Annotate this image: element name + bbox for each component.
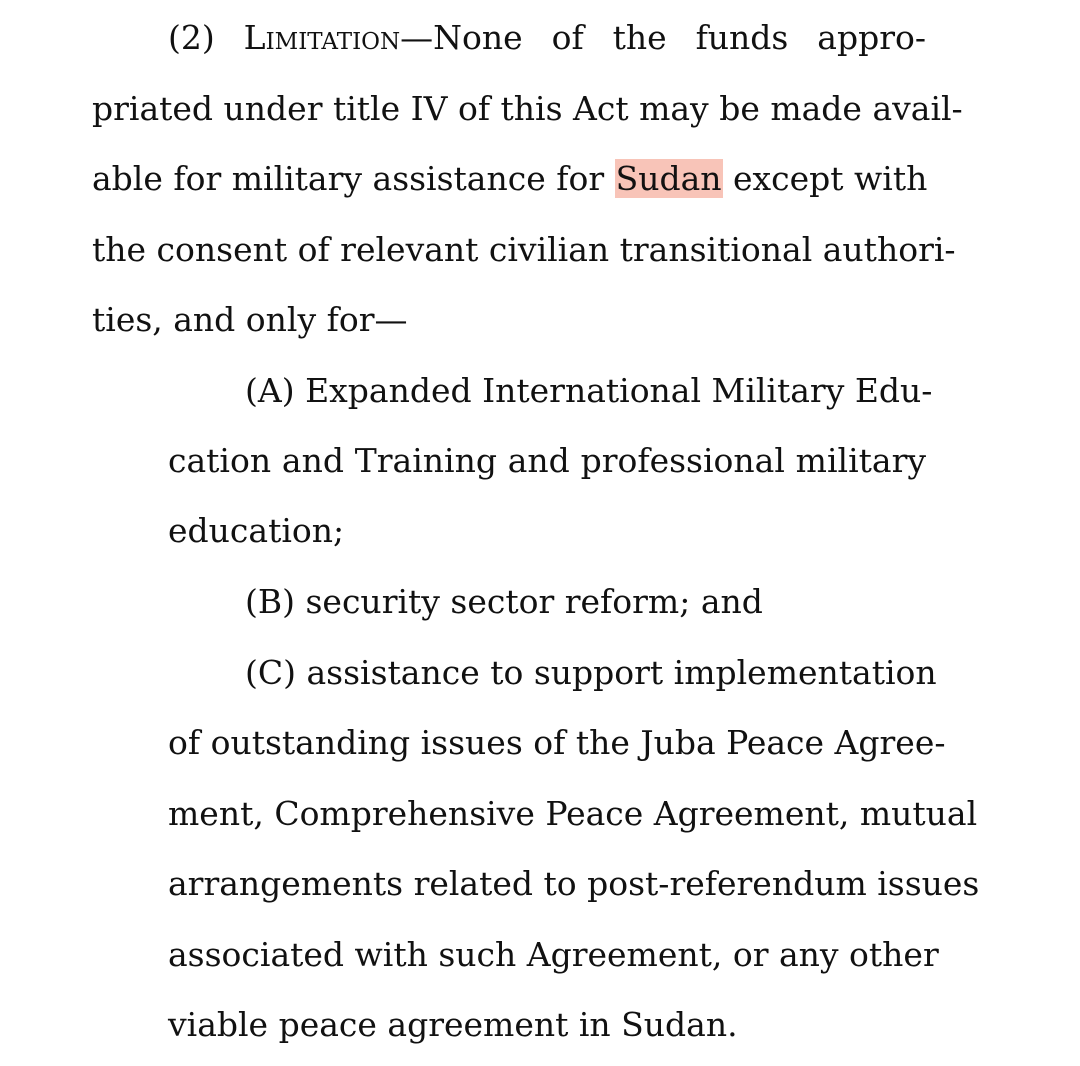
subparagraph-b-line-1: (B) security sector reform; and <box>245 582 763 621</box>
subparagraph-a-line-2: cation and Training and professional military <box>168 441 926 480</box>
paragraph-2-line-5: ties, and only for— <box>92 300 408 339</box>
paragraph-2-line-2: priated under title IV of this Act may be made avail- <box>92 89 963 128</box>
subparagraph-c-line-2: of outstanding issues of the Juba Peace Agree- <box>168 723 946 762</box>
subparagraph-c-line-3: ment, Comprehensive Peace Agreement, mutual <box>168 794 978 833</box>
subparagraph-c-line-4: arrangements related to post-referendum issues <box>168 864 980 903</box>
subparagraph-a-line-3: education; <box>168 511 345 550</box>
subparagraph-c-line-6: viable peace agreement in Sudan. <box>168 1005 738 1044</box>
paragraph-2-line-3 <box>92 157 926 201</box>
paragraph-2-number: (2) <box>168 18 215 57</box>
subparagraph-a-line-1: (A) Expanded International Military Edu- <box>245 371 933 410</box>
paragraph-2-line-1 <box>168 16 926 60</box>
paragraph-2-text-3: able for military assistance for <box>92 159 605 198</box>
subparagraph-c-line-1: (C) assistance to support implementation <box>245 653 937 692</box>
paragraph-2-text-3b: except with <box>722 159 928 198</box>
paragraph-2-heading: Limitation <box>243 18 401 57</box>
paragraph-2-line-4: the consent of relevant civilian transitional authori- <box>92 230 956 269</box>
subparagraph-c-line-5: associated with such Agreement, or any other <box>168 935 939 974</box>
highlighted-term: Sudan <box>615 159 722 198</box>
paragraph-2-text-1: —None of the funds appro- <box>400 18 926 57</box>
